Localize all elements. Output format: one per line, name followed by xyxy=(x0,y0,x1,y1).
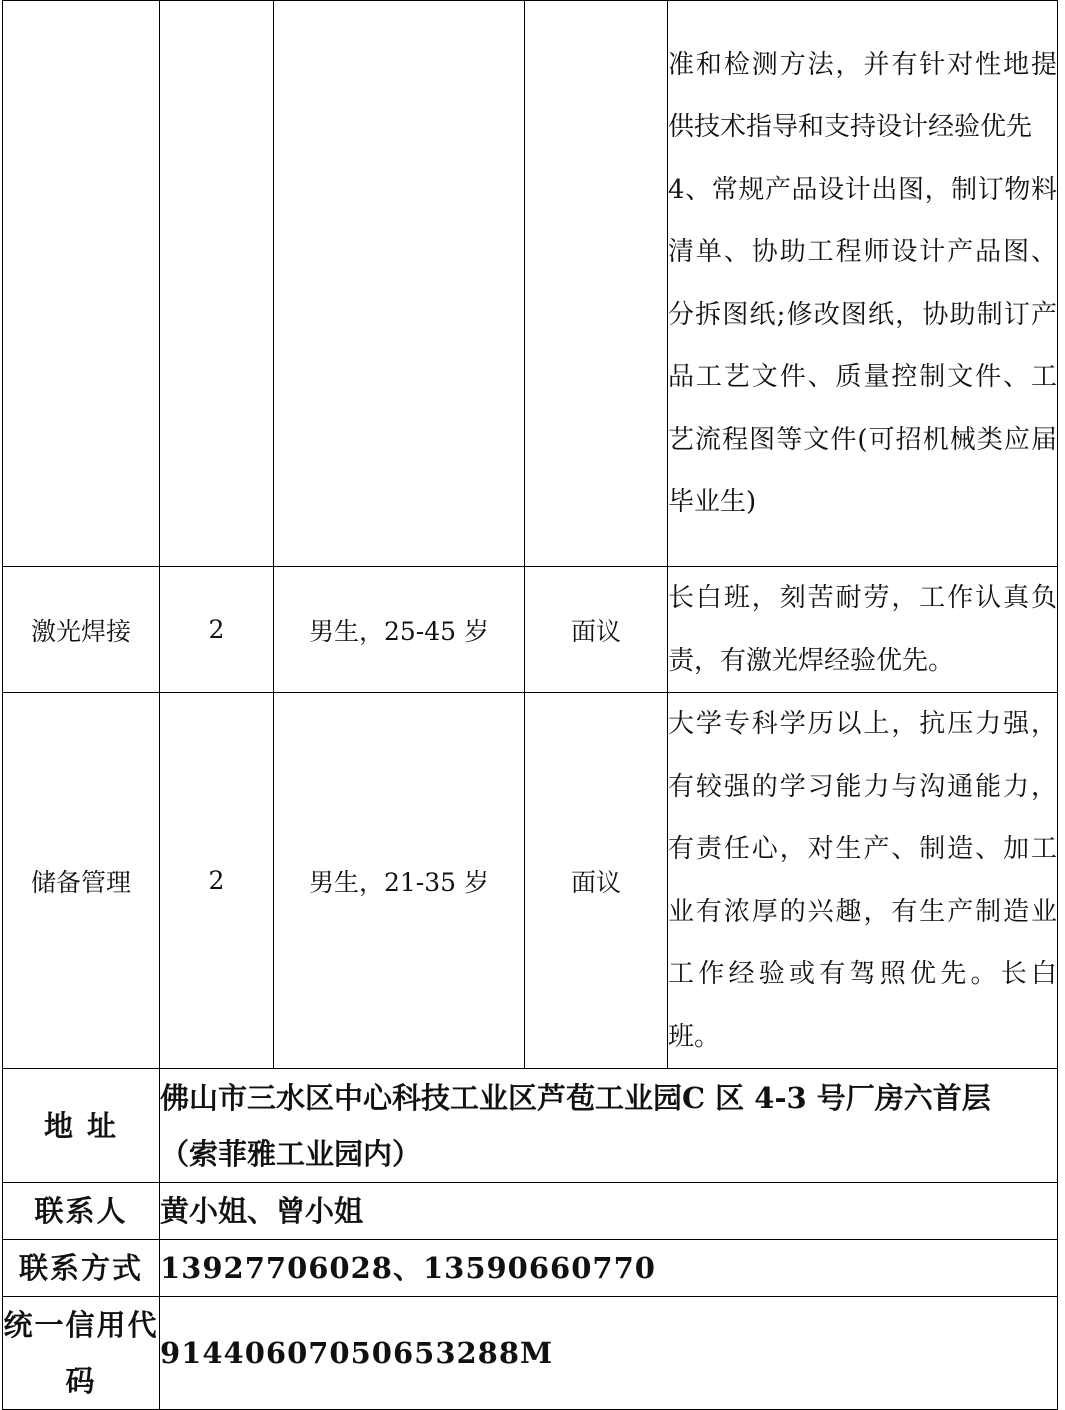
condition-cell: 男生，21-35 岁 xyxy=(274,693,525,1069)
address-value: 佛山市三水区中心科技工业区芦苞工业园C 区 4-3 号厂房六首层 （索菲雅工业园内） xyxy=(160,1069,1058,1183)
contact-row xyxy=(3,1183,1058,1240)
condition-cell: 男生，25-45 岁 xyxy=(274,567,525,693)
requirements-paragraph: 4、常规产品设计出图，制订物料清单、协助工程师设计产品图、分拆图纸;修改图纸，协助制订产品工艺文件、质量控制文件、工艺流程图等文件(可招机械类应届毕业生) xyxy=(668,174,1057,517)
address-label: 地 址 xyxy=(3,1069,160,1183)
credit-code-value: 91440607050653288M xyxy=(160,1297,1058,1410)
credit-code-label: 统一信用代码 xyxy=(3,1297,160,1410)
position-cell xyxy=(3,1,160,567)
count-cell: 2 xyxy=(160,567,274,693)
condition-cell xyxy=(274,1,525,567)
credit-code-row xyxy=(3,1297,1058,1410)
phone-label: 联系方式 xyxy=(3,1240,160,1297)
contact-value: 黄小姐、曾小姐 xyxy=(160,1183,1058,1240)
recruitment-table xyxy=(2,0,1058,1410)
table-row xyxy=(3,693,1058,1069)
address-row xyxy=(3,1069,1058,1183)
salary-cell xyxy=(525,1,668,567)
salary-cell: 面议 xyxy=(525,567,668,693)
position-cell: 储备管理 xyxy=(3,693,160,1069)
position-cell: 激光焊接 xyxy=(3,567,160,693)
requirements-cell: 大学专科学历以上，抗压力强，有较强的学习能力与沟通能力，有责任心，对生产、制造、加工业有浓厚的兴趣，有生产制造业工作经验或有驾照优先。长白班。 xyxy=(668,693,1058,1069)
count-cell xyxy=(160,1,274,567)
phone-value: 13927706028、13590660770 xyxy=(160,1240,1058,1297)
table-row xyxy=(3,567,1058,693)
contact-label: 联系人 xyxy=(3,1183,160,1240)
salary-cell: 面议 xyxy=(525,693,668,1069)
table-row xyxy=(3,1,1058,567)
phone-row xyxy=(3,1240,1058,1297)
requirements-cell xyxy=(668,1,1058,567)
requirements-cell: 长白班，刻苦耐劳，工作认真负责，有激光焊经验优先。 xyxy=(668,567,1058,693)
requirements-paragraph: 准和检测方法，并有针对性地提供技术指导和支持设计经验优先 xyxy=(668,49,1057,142)
count-cell: 2 xyxy=(160,693,274,1069)
